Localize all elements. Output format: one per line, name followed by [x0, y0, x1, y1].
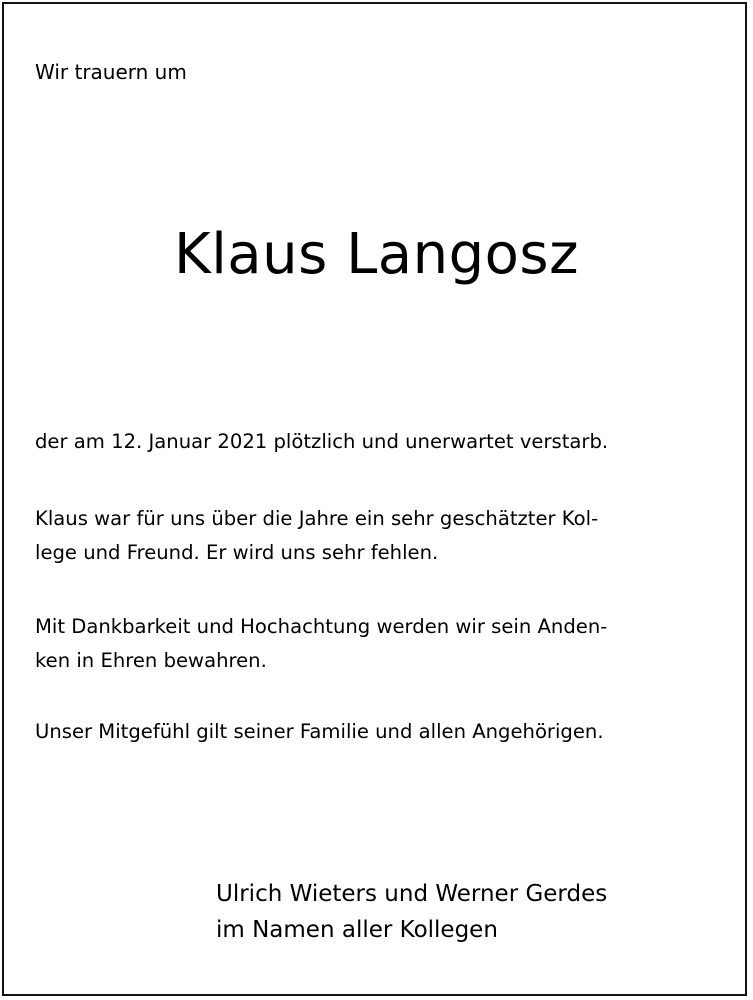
tribute-line-2: lege und Freund. Er wird uns sehr fehlen. [35, 541, 439, 564]
signature-on-behalf: im Namen aller Kollegen [216, 917, 498, 943]
tribute-paragraph [35, 502, 598, 570]
intro-text: Wir trauern um [35, 60, 187, 84]
memory-line-1: Mit Dankbarkeit und Hochachtung werden wir sein Anden- [35, 615, 608, 638]
condolence-line: Unser Mitgefühl gilt seiner Familie und allen Angehörigen. [35, 720, 604, 743]
deceased-name: Klaus Langosz [174, 222, 579, 287]
death-paragraph [35, 425, 608, 459]
memory-paragraph [35, 610, 607, 678]
condolence-paragraph [35, 715, 604, 749]
death-line: der am 12. Januar 2021 plötzlich und unerwartet verstarb. [35, 430, 609, 453]
signature-names: Ulrich Wieters und Werner Gerdes [216, 881, 608, 907]
notice-border [2, 2, 747, 996]
tribute-line-1: Klaus war für uns über die Jahre ein sehr geschätzter Kol- [35, 507, 599, 530]
memory-line-2: ken in Ehren bewahren. [35, 649, 267, 672]
